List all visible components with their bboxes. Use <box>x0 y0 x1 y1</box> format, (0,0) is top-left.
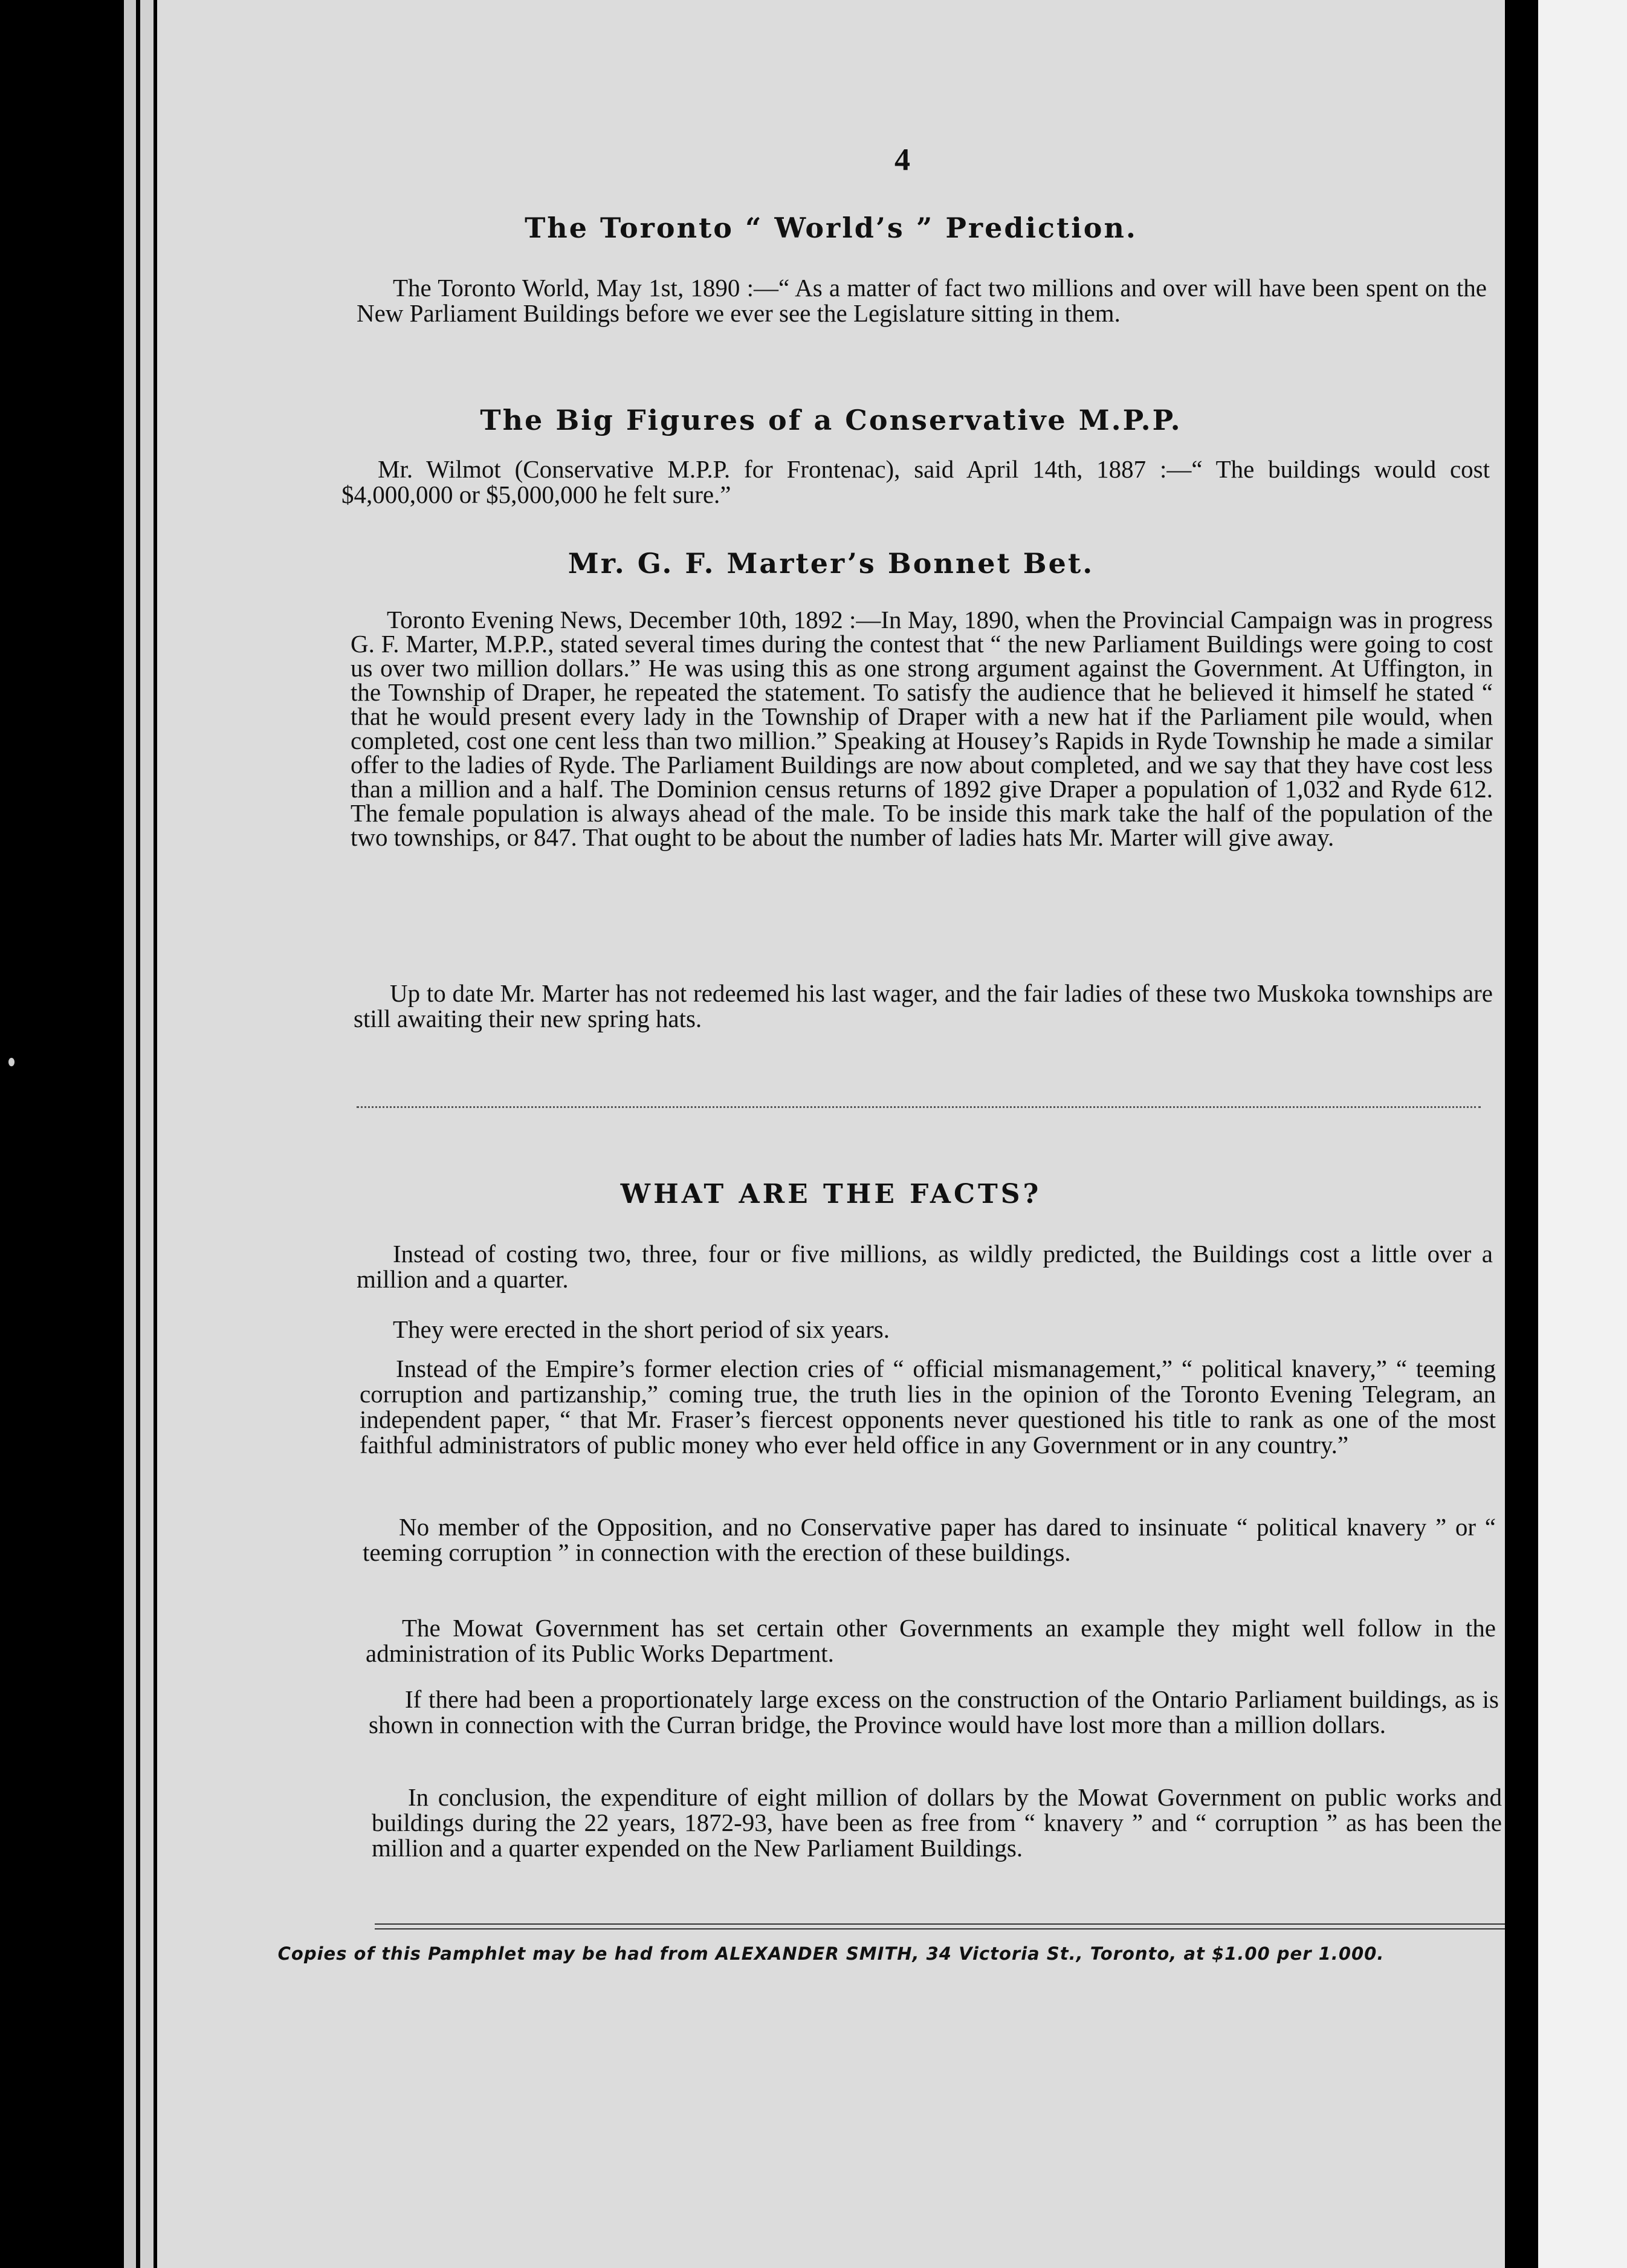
paragraph: Mr. Wilmot (Conservative M.P.P. for Frontenac), said April 14th, 1887 :—“ The buildings would cost $4,000,000 or $5,000,000 he felt sure.” <box>341 455 1490 508</box>
document-page <box>157 0 1505 2268</box>
paragraph: Instead of costing two, three, four or five millions, as wildly predicted, the Buildings cost a little over a million and a quarter. <box>357 1240 1493 1293</box>
page-edge <box>124 0 136 2268</box>
heading-world-prediction: The Toronto “ World’s ” Prediction. <box>525 212 1137 244</box>
paragraph: Up to date Mr. Marter has not redeemed his last wager, and the fair ladies of these two Muskoka townships are still awaiting their new spring hats. <box>354 979 1493 1032</box>
paragraph: The Toronto World, May 1st, 1890 :—“ As a matter of fact two millions and over will have been spent on the New Parliament Buildings before we ever see the Legislature sitting in them. <box>357 274 1487 327</box>
adjacent-page <box>1538 0 1627 2268</box>
paragraph: In conclusion, the expenditure of eight million of dollars by the Mowat Government on public works and buildings during the 22 years, 1872-93, have been as free from “ knavery ” and “ corruption ” as has been the million and a quarter expended on the New Parliament Buildings. <box>372 1783 1502 1862</box>
paragraph: Instead of the Empire’s former election cries of “ official mismanagement,” “ political knavery,” “ teeming corruption and partizanship,” coming true, the truth lies in the opinion of the Toronto Evening Telegram, an independent paper, “ that Mr. Fraser’s fiercest opponents never questioned his title to rank as one of the most faithful administrators of public money who ever held office in any Government or in any country.” <box>360 1355 1496 1459</box>
paragraph: Toronto Evening News, December 10th, 1892 :—In May, 1890, when the Provincial Campaign was in progress G. F. Marter, M.P.P., stated several times during the contest that “ the new Parliament Buildings were going to cost us over two million dollars.” He was using this as one strong argument against the Government. At Uffington, in the Township of Draper, he repeated the statement. To satisfy the audience that he believed it himself he stated “ that he would present every lady in the Township of Draper with a new hat if the Parliament pile would, when completed, cost one cent less than two million.” Speaking at Housey’s Rapids in Ryde Township he made a similar offer to the ladies of Ryde. The Parliament Buildings are now about completed, and we say that they have cost less than a million and a half. The Dominion census returns of 1892 give Draper a population of 1,032 and Ryde 612. The female population is always ahead of the male. To be inside this mark take the half of the population of the two townships, or 847. That ought to be about the number of ladies hats Mr. Marter will give away. <box>351 606 1493 851</box>
footer-rule <box>375 1928 1505 1929</box>
page-edge <box>140 0 154 2268</box>
heading-big-figures: The Big Figures of a Conservative M.P.P. <box>480 404 1182 436</box>
page-number: 4 <box>894 143 910 177</box>
scan-speck <box>8 1058 15 1066</box>
section-divider <box>357 1106 1481 1108</box>
paragraph: The Mowat Government has set certain other Governments an example they might well follow in the administration of its Public Works Department. <box>366 1614 1496 1667</box>
paragraph: If there had been a proportionately large excess on the construction of the Ontario Parliament buildings, as is shown in connection with the Curran bridge, the Province would have lost more than a million dollars. <box>369 1685 1499 1738</box>
footer-note: Copies of this Pamphlet may be had from ALEXANDER SMITH, 34 Victoria St., Toronto, at $1.00 per 1.000. <box>277 1943 1385 1964</box>
heading-bonnet-bet: Mr. G. F. Marter’s Bonnet Bet. <box>568 547 1095 580</box>
heading-what-are-the-facts: WHAT ARE THE FACTS? <box>620 1179 1042 1210</box>
footer-rule <box>375 1923 1505 1925</box>
paragraph: They were erected in the short period of six years. <box>393 1315 890 1343</box>
paragraph: No member of the Opposition, and no Conservative paper has dared to insinuate “ political knavery ” or “ teeming corruption ” in connection with the erection of these buildings. <box>363 1513 1496 1566</box>
